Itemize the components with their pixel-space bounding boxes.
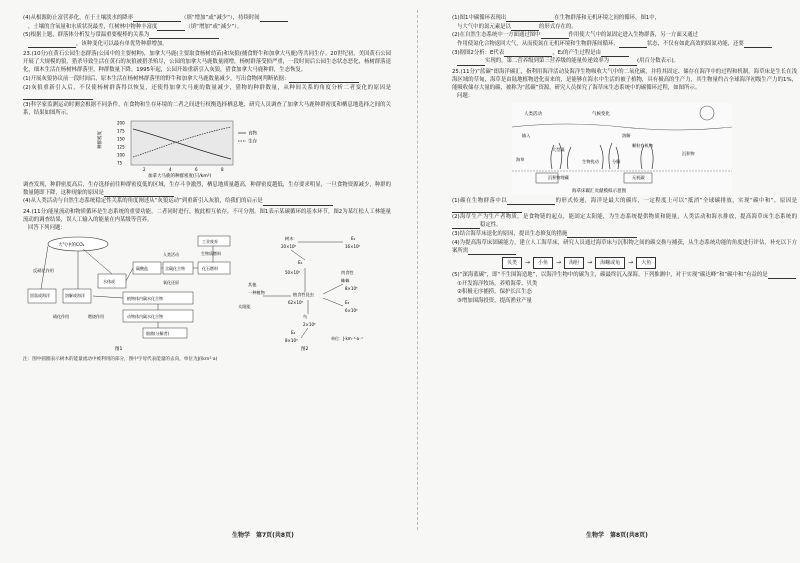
q23-part1: (1)开展灰狼协议前一段时间后，原本生活在杨树林群落里的野牛和加拿大马鹿数量减少，写出食物网判断依据：	[23, 75, 391, 83]
sg-label-bioturb: 生物扰动	[582, 158, 599, 164]
q25-5: (5)“深海蓝碳”，即“不生围海造地”，以海洋生物中的碳为主，碳最终沉入深海。下列推测中，对于实现“碳达峰”和“碳中和”有益的是	[452, 271, 797, 279]
chain-arrow-icon: →	[525, 258, 531, 266]
fig1-label-fossil: 化石燃料	[202, 266, 218, 272]
figure2	[238, 235, 363, 352]
q25-option-3: ③增加围海投资，提高渔业产量	[457, 298, 532, 305]
fig1-label-ocean: 固氮或海洋	[30, 293, 50, 299]
fig1-title: 图1	[115, 347, 123, 353]
legend-survival: 生存	[248, 139, 257, 145]
q22-line-1: (4)从根源防止富营养化，在于土壤淡水的降率 （填“增加”或“减少”），持续时间	[23, 14, 391, 22]
chart-ytick: 200	[117, 120, 125, 126]
fig2-value-7: 8×10⁶	[285, 338, 298, 344]
q22-line-3: (5)根据上题，群落体分析发与常温重要棍棒的关系为	[23, 31, 391, 39]
chart-ylabel: 种群密度	[98, 130, 103, 149]
sg-label-input: 输入	[522, 132, 531, 138]
fig1-label-redox: 氧化还原	[163, 280, 179, 286]
sg-label-climate: 气候变化	[592, 111, 610, 117]
chart-xtick: 4	[169, 166, 172, 172]
footer-left: 生物学 第7页(共8页)	[232, 532, 294, 539]
chart-ytick: 150	[117, 136, 125, 142]
fig2-label-insect: 植食性昆虫	[293, 292, 314, 298]
fig1-label-nitrify: 硝化作用	[53, 314, 69, 320]
fig2-label-spider: 蛛蛛	[341, 278, 350, 284]
fig2-value-3: 8×10⁵	[345, 286, 358, 292]
fig2-title: 图2	[301, 347, 309, 353]
legend-food: 食物	[248, 131, 257, 137]
footer-right: 生物学 第8页(共8页)	[586, 532, 648, 539]
fig1-label-biofuel: 生物质燃料	[201, 251, 221, 257]
page-divider	[417, 10, 418, 530]
q25-4: (4)为提高海草床固碳能力，建立人工海草床，研究人员通过海草床与沉积物之间的碳交换与捕获，从生态系统功能的角度进行评估，补充以下方案所需	[452, 239, 797, 254]
q23-part2: (2)灰狼重新引入后，不仅使杨树群落得以恢复，还使得加拿大马鹿的数量减少，猎物的种群数量，从种间关系的角度分析二者变化的原因是	[23, 84, 391, 100]
seagrass-svg	[512, 103, 732, 195]
density-chart-svg	[93, 119, 293, 179]
fig2-label-e2: E₂	[298, 260, 303, 266]
fig1-label-compound: 含碳化合物	[165, 266, 185, 272]
fig1-label-human: 人类活动	[163, 252, 179, 258]
fig2-label-sun: 太阳能	[238, 304, 251, 310]
chart-plot-area	[131, 121, 233, 165]
right-page	[452, 14, 797, 306]
chart-xtick: 2	[143, 166, 146, 172]
q25-prompt: 问题：	[457, 93, 474, 100]
fig1-label-decomposer: 细菌(分解者)	[146, 331, 170, 337]
sg-label-particle: 颗粒有机物	[632, 142, 653, 148]
left-page	[23, 14, 391, 365]
q23-part4: (4)从人类活动与自然生态系统稳定性关系的角度阐述从“灰狼运动”到重新引入灰狼，给我们的启示是	[23, 197, 391, 205]
sg-label-human: 人类活动	[524, 111, 542, 117]
q22-line-2: ，土壤的含氧量和水质状况最差，红树林中物种丰富度 （填“增加”或“减少”）。	[28, 23, 243, 30]
sg-label-decompose: 分解	[612, 158, 621, 164]
fig2-label-e4: E₄	[291, 330, 296, 336]
food-chain	[502, 257, 797, 269]
fig2-label-e1: E₁	[351, 236, 356, 242]
sg-caption: 海草床碳汇贡献模拟示意图	[572, 188, 626, 194]
fig1-label-denitrify: 反硝化作用	[33, 268, 54, 274]
chart-ytick: 100	[117, 152, 125, 158]
chain-node-2: 小鱼	[533, 257, 553, 269]
sg-label-seagrass: 海草	[516, 156, 525, 162]
fig2-label-bird: 鸟	[303, 314, 308, 320]
q24-stem: 24.(11分)能量流动和物质循环是生态系统的重要功能，二者同时进行，彼此相互依存，不可分割。图1表示某碳循环的基本环节，图2为某红松人工林能量流动的调查结果，误人工输入的能量在内某级等营养。	[23, 208, 391, 223]
q22-line-4: ，该种变化可以最有单优势种群增加。	[23, 40, 391, 48]
chain-arrow-icon: →	[628, 258, 634, 266]
sg-label-inorganic: 无机碳	[632, 174, 645, 180]
sg-label-dissolve: 溶解	[622, 132, 631, 138]
fig1-label-industry: 工业废弃	[202, 239, 218, 245]
fig-note: 注：图中圆圈表示树木的能量流动中被利用的部分，图中字母代表能量的去向，单位为J/(km²·a)	[23, 357, 218, 363]
chain-arrow-icon: →	[587, 258, 593, 266]
fig1-label-water: 水体或	[103, 279, 115, 285]
chain-node-5: 大鱼	[636, 257, 656, 269]
sg-label-burial: 沉积物埋藏	[548, 174, 569, 180]
fig1-label-co2: 大气中的CO₂	[58, 243, 85, 249]
q23-part3b: 调查发现，种群密度高后，生存选择前往种群密度低的区域，生存斗争激烈，栖息地质量越高，种群密度越低，生存要求明显，一旦食物资源减少，种群的数量随即下降，这种现象的原因是	[23, 181, 391, 196]
chain-node-1: 贝类	[502, 257, 522, 269]
fig2-unit: 单位：J·km⁻²·a⁻¹	[331, 336, 363, 342]
fig2-value-4: 62×10⁵	[288, 300, 304, 306]
q24-2b: 作用使氮化合物返回大气，从而使氮在无机环境和生物群落间循环， 状态，不仅有如此高效的固氮功能，还要	[452, 40, 797, 48]
fig2-label-carnivore: 肉食性	[341, 270, 354, 276]
q25-stem: 25.(11分)“蓝碳”即海洋碳汇，指利用海洋活动及海洋生物吸收大气中的二氧化碳，并将其固定、储存在海洋中的过程和机制。海草床是生长在浅海区域的草甸，海草是由陆地植物进化而来的，是能够在海水中生活的被子植物，具有极高的生产力，其生物量约占全球海洋初级生产力的1%，能吸收储存大量的碳，被称为“蓝碳”资源。研究人员探究了海草床生态系统中的碳循环过程，如图所示。	[452, 68, 797, 91]
fig1-label-animal: 动物体内碳水化合物	[127, 314, 163, 320]
q24-1b: 与大气中的氮元素是以 的形式存在的。	[457, 23, 577, 30]
fig2-label-tree: 树木	[285, 236, 294, 242]
fig2-label-e3: E₃	[345, 300, 350, 306]
q24-3b: 实现的，第二营养级到第三营养级的能量传递效率为 (用百分数表示)。	[452, 57, 797, 65]
fig2-value-1: 16×10⁶	[345, 244, 361, 250]
q25-2: (2)海草生产为生产者物质，是食物链的起点，能固定太阳能，为生态系统提供物质和能量，人类活动和海水排放，提高海草床生态系统的稳定性。	[452, 214, 797, 229]
q23-part3: (3)科学家监测运动时测会根据不同条件，在食物和生存环境的二者之间进行权衡选择栖息地，研究人员调查了加拿大马鹿种群密度和栖息地选择之间的关系，结果如图所示。	[23, 101, 391, 116]
chart-xlabel: 加拿大马鹿的种群密度(只/km²)	[148, 173, 212, 179]
q25-option-1: ①开发海洋牧场，养殖海带、贝类	[457, 280, 538, 287]
q25-option-2: ②积极无序捕捞，保护长江生态	[457, 289, 532, 296]
q25-3: (3)结合海草床退化的原因，提出生态修复的措施	[452, 230, 797, 238]
fig2-label-other: 其他	[248, 282, 257, 288]
chart-ytick: 75	[117, 160, 123, 166]
fig2-value-6: 2×10⁵	[303, 322, 316, 328]
fig2-value-0: 20×10⁶	[281, 244, 297, 250]
q24-1: (1)图1中碳循环表现出 在生物群落和无机环境之间的循环，图1中，	[452, 15, 661, 21]
chart-ytick: 125	[117, 144, 125, 150]
fig1-label-burn: 燃烧作用	[88, 314, 104, 320]
q24-3: (3)据图2分析：E代表 ，E₂的产生过程是由	[452, 49, 797, 57]
density-chart	[93, 119, 293, 179]
sg-label-sediment: 沉积物	[682, 150, 695, 156]
figure1-svg	[23, 234, 391, 354]
chart-ytick: 175	[117, 128, 125, 134]
fig1-label-carbonate: 碳酸盐	[136, 266, 148, 272]
chart-xtick: 6	[195, 166, 198, 172]
fig1-label-plant: 植物体内碳水化合物	[127, 296, 163, 302]
q24-2: (2)在自然生态系统中一方面通过图中 作用使大气中的氮固定进入生物群落，另一方面又通过	[452, 32, 698, 39]
q25-1: (1)碳在生物群落中以 的形式传递，海洋是最大的碳库，一定程度上可以“抵消”全球碳排放，实现“碳中和”，原因是	[452, 197, 797, 213]
fig2-value-5: 6×10⁵	[345, 308, 358, 314]
carbon-cycle-figures	[23, 234, 391, 354]
chain-arrow-icon: →	[556, 258, 562, 266]
chain-node-3: 海胆	[564, 257, 584, 269]
q23-stem: 23.(10分)在黄石公园生态群落(公园中的主要树种)，加拿大马鹿(主要取食杨树幼苗)和灰狼(捕食野牛和加拿大马鹿)等共同生存。20世纪初，美国黄石公园开展了大规模的狼，猎杀导致生活在黄石的灰狼被猎杀殆尽，公园的加拿大马鹿数量剧增，杨树群落受损严重，一段时间后公园生态状态恶化，杨树群落退化，细木生活在杨树林群落里，种群数量下降。1995年起，公园开始重新引入灰狼，猎食加拿大马鹿种群，生态恢复。	[23, 51, 391, 74]
fig2-label-plant: 一种植物	[248, 290, 265, 296]
q24-prompt: 回答下列问题：	[28, 225, 66, 232]
chart-xtick: 8	[221, 166, 224, 172]
chain-node-4: 海螺或龟	[595, 257, 625, 269]
fig1-label-dissolve: 溶解或海洋	[65, 293, 85, 299]
fig2-value-2: 50×10⁶	[285, 270, 301, 276]
sg-label-algae: 大型藻	[552, 146, 565, 152]
seagrass-figure	[512, 103, 732, 195]
